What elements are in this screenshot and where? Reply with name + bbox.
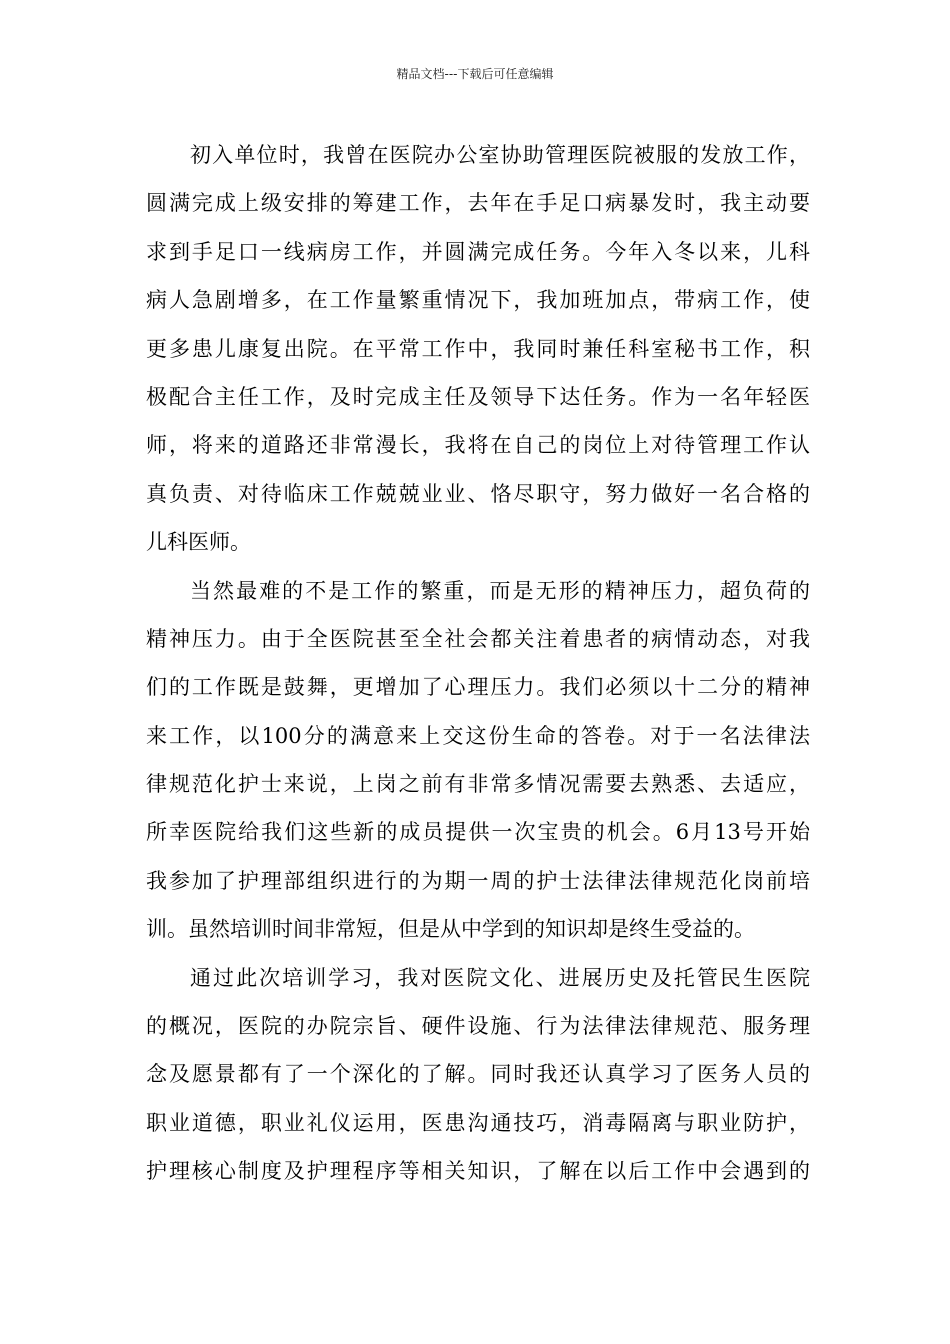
text-line: 师，将来的道路还非常漫长，我将在自己的岗位上对待管理工作认	[146, 433, 810, 458]
text-line: 病人急剧增多，在工作量繁重情况下，我加班加点，带病工作，使	[146, 288, 810, 313]
text-line: 极配合主任工作，及时完成主任及领导下达任务。作为一名年轻医	[146, 384, 810, 409]
text-line: 的概况，医院的办院宗旨、硬件设施、行为法律法律规范、服务理	[146, 1014, 810, 1039]
text-line: 精神压力。由于全医院甚至全社会都关注着患者的病情动态，对我	[146, 626, 810, 651]
document-body	[146, 131, 810, 1196]
text-line: 通过此次培训学习，我对医院文化、进展历史及托管民生医院	[190, 965, 810, 990]
paragraph	[146, 567, 810, 954]
text-line: 求到手足口一线病房工作，并圆满完成任务。今年入冬以来，儿科	[146, 239, 810, 264]
text-line: 圆满完成上级安排的筹建工作，去年在手足口病暴发时，我主动要	[146, 191, 810, 216]
text-line: 真负责、对待临床工作兢兢业业、恪尽职守，努力做好一名合格的	[146, 481, 810, 506]
text-line: 儿科医师。	[146, 530, 251, 555]
text-line: 我参加了护理部组织进行的为期一周的护士法律法律规范化岗前培	[146, 868, 810, 893]
text-line: 所幸医院给我们这些新的成员提供一次宝贵的机会。6月13号开始	[146, 820, 810, 845]
text-line: 来工作，以100分的满意来上交这份生命的答卷。对于一名法律法	[146, 723, 810, 748]
text-line: 护理核心制度及护理程序等相关知识，了解在以后工作中会遇到的	[146, 1159, 810, 1184]
text-line: 职业道德，职业礼仪运用，医患沟通技巧，消毒隔离与职业防护，	[146, 1110, 810, 1135]
page-header: 精品文档---下载后可任意编辑	[396, 67, 554, 81]
paragraph	[146, 954, 810, 1196]
text-line: 念及愿景都有了一个深化的了解。同时我还认真学习了医务人员的	[146, 1062, 810, 1087]
text-line: 初入单位时，我曾在医院办公室协助管理医院被服的发放工作，	[190, 143, 810, 167]
paragraph	[146, 131, 810, 567]
text-line: 更多患儿康复出院。在平常工作中，我同时兼任科室秘书工作，积	[146, 336, 810, 361]
text-line: 当然最难的不是工作的繁重，而是无形的精神压力，超负荷的	[190, 578, 810, 603]
text-line: 们的工作既是鼓舞，更增加了心理压力。我们必须以十二分的精神	[146, 675, 810, 700]
text-line: 训。虽然培训时间非常短，但是从中学到的知识却是终生受益的。	[146, 917, 755, 942]
text-line: 律规范化护士来说，上岗之前有非常多情况需要去熟悉、去适应，	[146, 772, 810, 797]
